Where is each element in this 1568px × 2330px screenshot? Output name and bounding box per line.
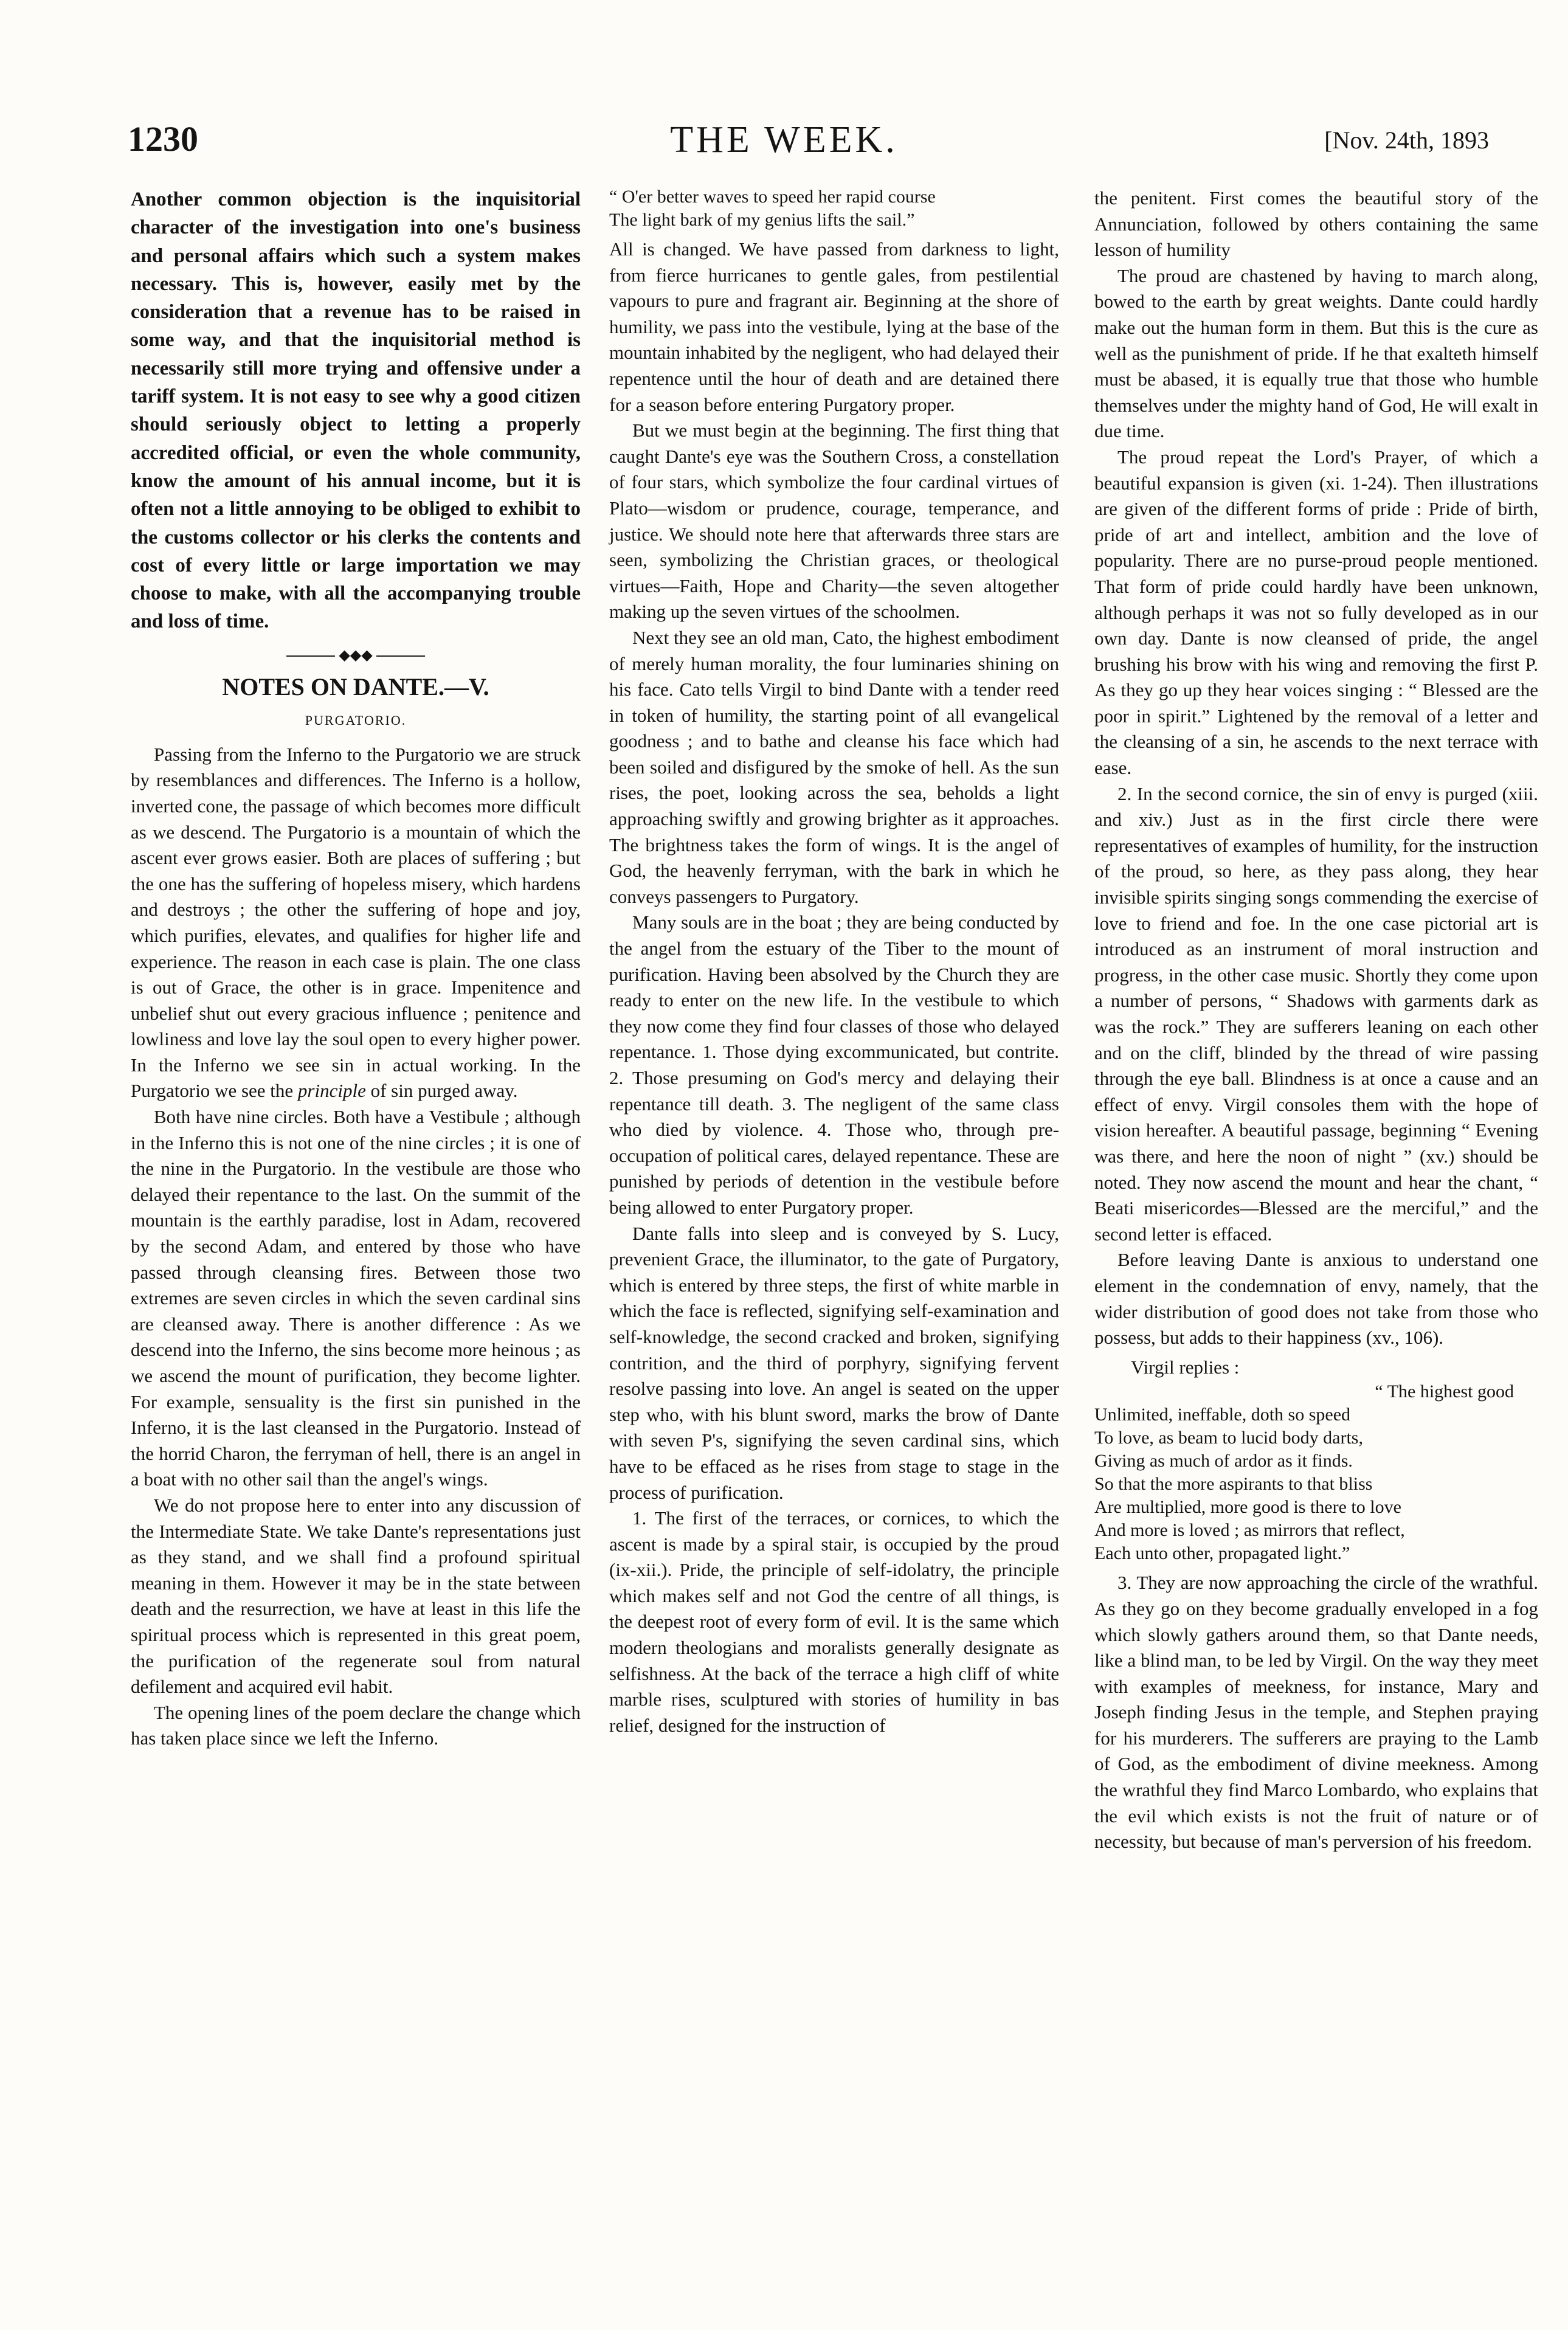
verse-quote — [609, 185, 1059, 232]
emphasis-text: principle — [297, 1080, 366, 1102]
verse-line: And more is loved ; as mirrors that reflect, — [1094, 1520, 1405, 1541]
verse-line: The light bark of my genius lifts the sail.” — [609, 210, 915, 230]
column-3 — [1094, 185, 1538, 1855]
paragraph: But we must begin at the beginning. The first thing that caught Dante's eye was the Southern Cross, a constellation of four stars, which symbolize the four cardinal virtues of Plato—wisdom or prudence, courage, temperance, and justice. We should note here that afterwards three stars are seen, symbolizing the Christian graces, or theological virtues—Faith, Hope and Charity—the seven altogether making up the seven virtues of the schoolmen. — [609, 420, 1059, 623]
verse-line: Are multiplied, more good is there to love — [1094, 1497, 1401, 1518]
masthead: THE WEEK. — [670, 119, 898, 161]
verse-quote — [1094, 1380, 1538, 1565]
paragraph-text: of sin purged away. — [365, 1080, 518, 1102]
paragraph-text: Passing from the Inferno to the Purgatorio we are struck by resemblances and differences. The Inferno is a hollow, inverted cone, the passage of which becomes more difficult as we descend. The Purgatorio is a mountain of which the ascent ever grows easier. Both are places of suffering ; but the one has the suffering of hopeless misery, which hardens and destroys ; the other the suffering of hope and joy, which purifies, elevates, and qualifies for higher life and experience. The reason in each case is plain. The one class is out of Grace, the other is in grace. Impenitence and unbelief shut out every gracious influence ; penitence and lowliness and love lay the soul open to every higher power. In the Inferno we see sin in actual working. In the Purgatorio we see the — [131, 743, 581, 1102]
lead-paragraph: Another common objection is the inquisitorial character of the investigation into one's business and personal affairs which such a system makes necessary. This is, however, easily met by the consideration that a revenue has to be raised in some way, and that the inquisitorial method is necessarily still more trying and offensive under a tariff system. It is not easy to see why a good citizen should seriously object to letting a properly accredited official, or even the whole community, know the amount of his annual income, but it is often not a little annoying to be obliged to exhibit to the customs collector or his clerks the contents and cost of every little or large importation we may choose to make, with all the accompanying trouble and loss of time. — [131, 188, 581, 633]
paragraph: The opening lines of the poem declare the change which has taken place since we left the Inferno. — [131, 1701, 581, 1749]
article-title: NOTES ON DANTE.—V. — [222, 672, 489, 700]
paragraph: Next they see an old man, Cato, the highest embodiment of merely human morality, the four luminaries shining on his face. Cato tells Virgil to bind Dante with a tender reed in token of humility, the starting point of all evangelical goodness ; and to bathe and cleanse his face which had been soiled and disfigured by the smoke of hell. As the sun rises, the poet, looking across the sea, beholds a light approaching swiftly and growing brighter as it approaches. The brightness takes the form of wings. It is the angel of God, the heavenly ferryman, with the bark in which he conveys passengers to Purgatory. — [609, 626, 1059, 907]
verse-line: Unlimited, ineffable, doth so speed — [1094, 1405, 1351, 1425]
divider-rule-right — [376, 655, 425, 657]
page-number: 1230 — [128, 119, 198, 159]
verse-line: Each unto other, propagated light.” — [1094, 1543, 1350, 1564]
column-2 — [609, 185, 1059, 1738]
article-subtitle: PURGATORIO. — [305, 712, 407, 728]
paragraph: Virgil replies : — [1131, 1356, 1240, 1378]
lead-paragraph-block — [131, 185, 581, 636]
paragraph: Many souls are in the boat ; they are being conducted by the angel from the estuary of the Tiber to the mount of purification. Having been absolved by the Church they are ready to enter on the new life. In the vestibule to which they now come they find four classes of those who delayed repentance. 1. Those dying excommunicated, but contrite. 2. Those presuming on God's mercy and delaying their repentance till death. 3. The negligent of the same class who died by violence. 4. Those who, through pre-occupation of political cares, delayed repentance. These are punished by periods of detention in the vestibule before being allowed to enter Purgatory proper. — [609, 911, 1059, 1218]
divider-ornament-icon: ◆◆◆ — [339, 647, 373, 663]
paragraph: the penitent. First comes the beautiful story of the Annunciation, followed by others containing the same lesson of humility — [1094, 187, 1538, 261]
paragraph: Dante falls into sleep and is conveyed by S. Lucy, prevenient Grace, the illuminator, to the gate of Purgatory, which is entered by three steps, the first of white marble in which the face is reflected, signifying self-examination and self-knowledge, the second cracked and broken, signifying contrition, and the third of porphyry, signifying fervent resolve passing into love. An angel is seated on the upper step who, with his blunt sword, marks the brow of Dante with seven P's, signifying the seven cardinal sins, which have to be effaced as he rises from stage to stage in the process of purification. — [609, 1222, 1059, 1503]
issue-date: [Nov. 24th, 1893 — [1324, 126, 1489, 154]
paragraph: The proud are chastened by having to march along, bowed to the earth by great weights. Dante could hardly make out the human form in them. But this is the cure as well as the punishment of pride. If he that exalteth himself must be abased, it is equally true that those who humble themselves under the mighty hand of God, He will exalt in due time. — [1094, 264, 1538, 442]
paragraph: All is changed. We have passed from darkness to light, from fierce hurricanes to gentle gales, from pestilential vapours to pure and fragrant air. Beginning at the shore of humility, we pass into the vestibule, lying at the base of the mountain inhabited by the negligent, who had delayed their repentence until the hour of death and are detained there for a season before entering Purgatory proper. — [609, 238, 1059, 415]
paragraph — [131, 742, 581, 1104]
verse-line: “ O'er better waves to speed her rapid course — [609, 187, 936, 207]
paragraph: The proud repeat the Lord's Prayer, of which a beautiful expansion is given (xi. 1-24). Then illustrations are given of the different forms of pride : Pride of birth, pride of art and intellect, ambition and the love of popularity. There are no purse-proud people mentioned. That form of pride could hardly have been unknown, although perhaps it was not so fully developed as in our own day. Dante is now cleansed of pride, the angel brushing his brow with his wing and removing the first P. As they go up they hear voices singing : “ Blessed are the poor in spirit.” Lightened by the removal of a letter and the cleansing of a sin, he ascends to the next terrace with ease. — [1094, 446, 1538, 779]
paragraph: 3. They are now approaching the circle of the wrathful. As they go on they become gradually enveloped in a fog which slowly gathers around them, so that Dante needs, like a blind man, to be led by Virgil. On the way they meet with examples of meekness, for instance, Mary and Joseph finding Jesus in the temple, and Stephen praying for his murderers. The sufferers are praying to the Lamb of God, as the embodiment of divine meekness. Among the wrathful they find Marco Lombardo, who explains that the evil which exists is not the fruit of nature or of necessity, but because of man's perversion of his freedom. — [1094, 1572, 1538, 1853]
paragraph: 2. In the second cornice, the sin of envy is purged (xiii. and xiv.) Just as in the first circle there were representatives of examples of humility, for the instruction of the proud, so here, as they pass along, they hear invisible spirits singing songs commending the exercise of love to friend and foe. In the one case pictorial art is introduced as an instrument of moral instruction and progress, in the other case music. Shortly they come upon a number of persons, “ Shadows with garments dark as was the rock.” They are sufferers leaning on each other and on the cliff, blinded by the thread of wire passing through the eye ball. Blindness is at once a cause and an effect of envy. Virgil consoles them with the hope of vision hereafter. A beautiful passage, beginning “ Evening was there, and here the noon of night ” (xv.) should be noted. They now ascend the mount and hear the chant, “ Beati misericordes—Blessed are the merciful,” and the second letter is effaced. — [1094, 783, 1538, 1245]
paragraph: Before leaving Dante is anxious to understand one element in the condemnation of envy, namely, that the wider distribution of good does not take from those who possess, but adds to their happiness (xv., 106). — [1094, 1249, 1538, 1349]
divider-rule-left — [286, 655, 335, 657]
page-header — [0, 119, 1568, 173]
paragraph: 1. The first of the terraces, or cornices, to which the ascent is made by a spiral stair, is occupied by the proud (ix-xii.). Pride, the principle of self-idolatry, the principle which makes self and not God the centre of all things, is the deepest root of every form of evil. It is the same which modern theologians and moralists generally designate as selfishness. At the back of the terrace a high cliff of white marble rises, sculptured with stories of humility in bas relief, designed for the instruction of — [609, 1507, 1059, 1736]
verse-line: So that the more aspirants to that bliss — [1094, 1474, 1373, 1495]
paragraph: Both have nine circles. Both have a Vestibule ; although in the Inferno this is not one of the nine circles ; it is one of the nine in the Purgatorio. In the vestibule are those who delayed their repentance to the last. On the summit of the mountain is the earthly paradise, lost in Adam, recovered by the second Adam, and entered by those who have passed through cleansing fires. Between those two extremes are seven circles in which the seven cardinal sins are cleansed away. There is another difference : As we descend into the Inferno, the sins become more heinous ; as we ascend the mount of purification, they become lighter. For example, sensuality is the first sin punished in the Inferno, it is the last cleansed in the Purgatorio. Instead of the horrid Charon, the ferryman of hell, there is an angel in a boat with no other sail than the angel's wings. — [131, 1106, 581, 1490]
verse-line: Giving as much of ardor as it finds. — [1094, 1451, 1353, 1471]
verse-line: “ The highest good — [1375, 1381, 1514, 1402]
column-1 — [131, 185, 581, 1752]
section-divider — [131, 648, 581, 663]
verse-line: To love, as beam to lucid body darts, — [1094, 1428, 1363, 1448]
paragraph: We do not propose here to enter into any discussion of the Intermediate State. We take Dante's representations just as they stand, and we shall find a profound spiritual meaning in them. However it may be in the state between death and the resurrection, we have at least in this life the spiritual process which is represented in this great poem, the purification of the regenerate soul from natural defilement and acquired evil habit. — [131, 1494, 581, 1698]
